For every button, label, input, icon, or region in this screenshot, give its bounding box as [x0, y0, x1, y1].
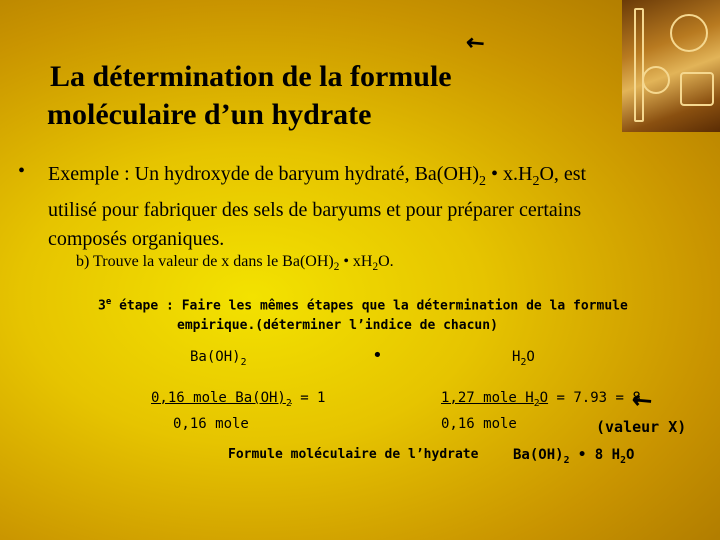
calc-water: 1,27 mole $H_2O = 7.93 = 8$ 0,16 mole [441, 390, 641, 432]
formule-label: Formule moléculaire de l’hydrate [228, 447, 479, 462]
bullet-icon: • [18, 160, 26, 182]
result-formula: $Ba(OH)_2$ • 8 $H_2O$ [513, 447, 635, 466]
question-b: b) Trouve la valeur de x dans le $Ba(OH)_2$ • $xH_2O$. [76, 253, 394, 274]
slide-title: La détermination de la formule moléculaire d’un hydrate [47, 60, 452, 131]
calc-barium: 0,16 mole $Ba(OH)_2 = 1$ 0,16 mole [151, 390, 326, 432]
formula-h2o: $H_2O$ [512, 349, 535, 368]
mouse-cursor-icon: ↖ [626, 384, 659, 418]
example-paragraph: Exemple : Un hydroxyde de baryum hydraté, $Ba(OH)_2$ • $x.H_2O$, est utilisé pour fabriquer des sels de baryums et pour préparer certains composés organiques. [48, 163, 587, 250]
mouse-cursor-icon: ↖ [459, 27, 490, 59]
laboratory-glassware-image [622, 0, 720, 132]
formula-baoh2: $Ba(OH)_2$ [190, 349, 247, 368]
formula-dot: • [372, 345, 383, 366]
step-3-instruction: 3e étape : Faire les mêmes étapes que la détermination de la formule empirique.(déterminer l’indice de chacun) [98, 297, 628, 334]
valeur-x-label: (valeur X) [596, 418, 687, 436]
